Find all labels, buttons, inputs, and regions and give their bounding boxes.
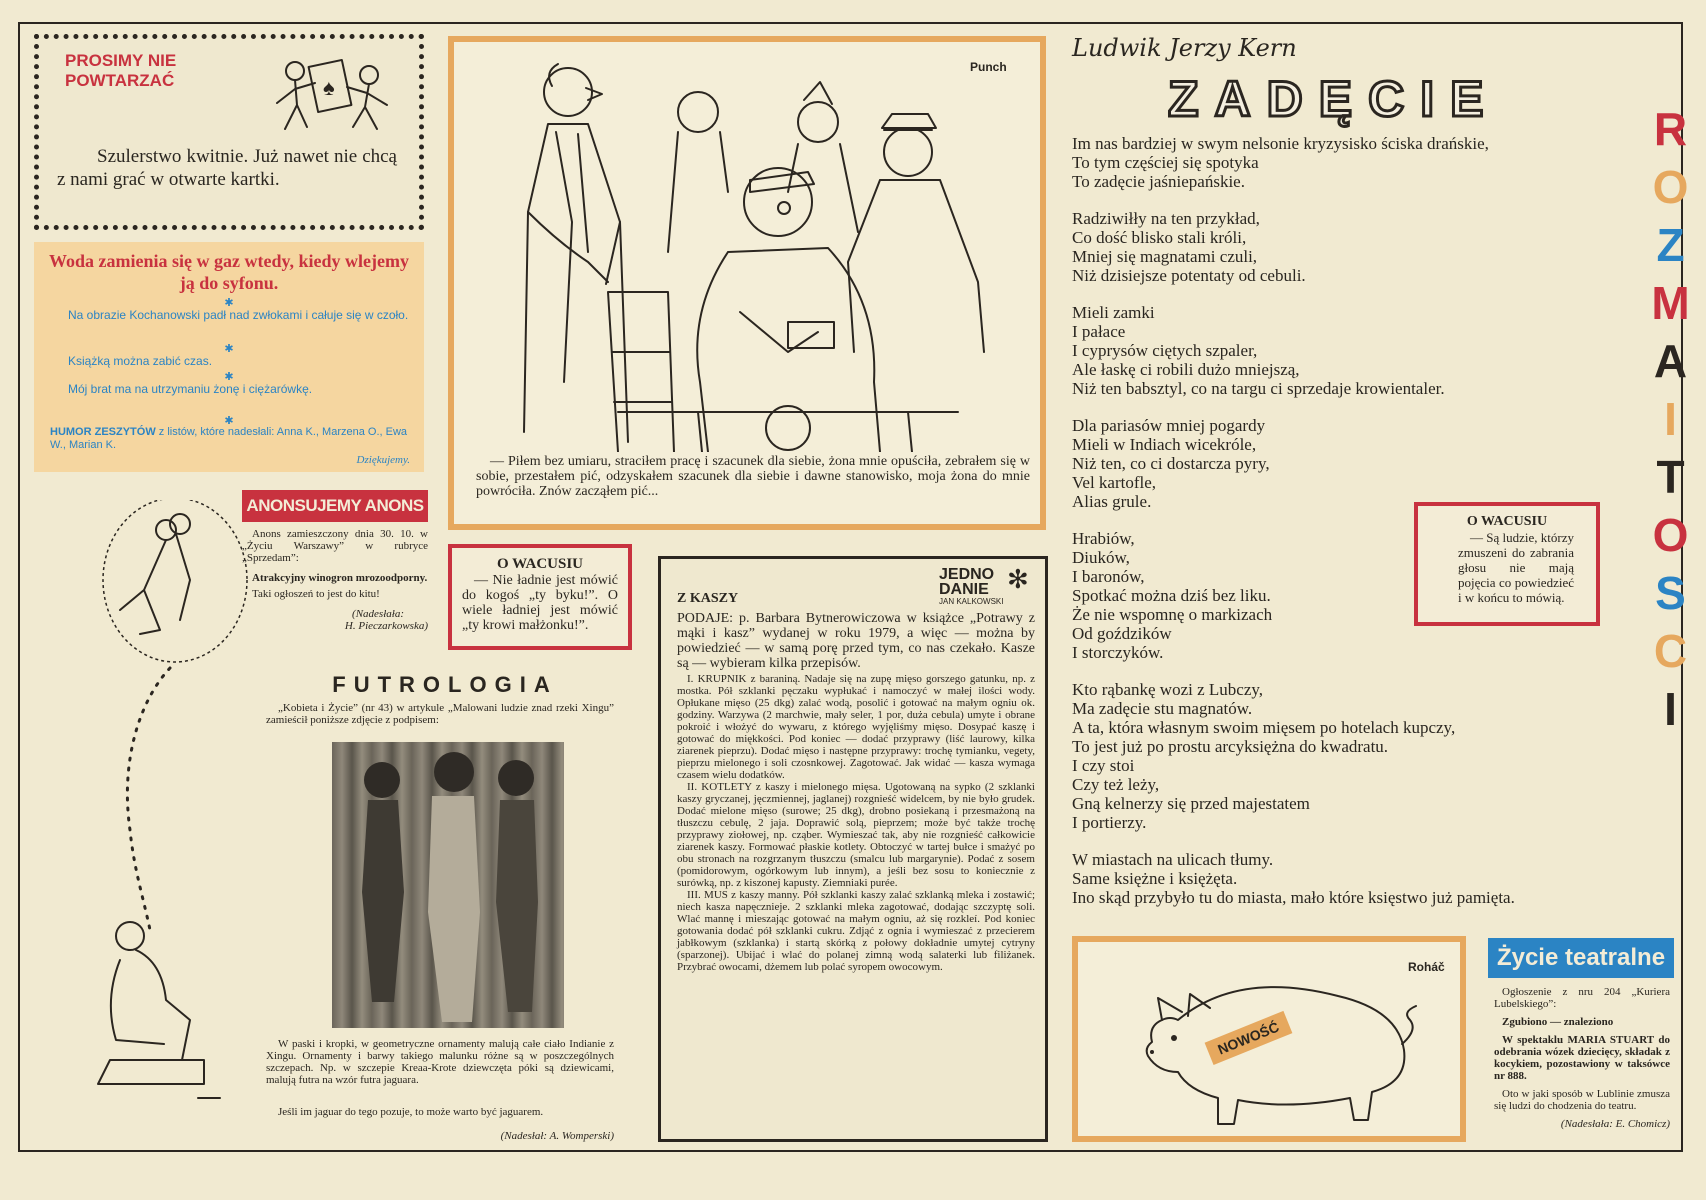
title-letter: S — [1655, 567, 1685, 619]
title-letter: A — [1653, 335, 1687, 387]
pig-illustration — [1118, 960, 1448, 1130]
poem-line: Gną kelnerzy się przed majestatem — [1072, 794, 1310, 813]
pig-box — [1072, 936, 1466, 1142]
kasza-recipe-3: III. MUS z kaszy manny. Pół szklanki kaszy zalać szklanką mleka i zostawić; niech kasza napęcznieje. 2 szklanki mleka zagotować, dodając szczyptę soli. Wlać mannę i mieszając gotować na małym ogniu, aż się rozkleí. Pod koniec gotowania dodać pół szklanki cukru. Zdjąć z ognia i wymieszać z przecierem jabłkowym (szklanka) i startą skórką z połowy dokładnie umytej cytryny (sparzonej). Ubijać i wlać do polanej zimną wodą salaterki lub filiżanek. Przybrać owocami, dżemem lub polać syropem owocowym. — [677, 889, 1035, 973]
poem-line: W miastach na ulicach tłumy. — [1072, 850, 1274, 869]
anonsujemy-sender-label: (Nadesłała: — [352, 608, 404, 620]
teatralne-body — [1494, 986, 1670, 1130]
kasza-title: Z KASZY — [677, 591, 739, 606]
wacusiu-right-text: — Są ludzie, którzy zmuszeni do zabrania głosu nie mają pojęcia co powiedzieć i w końcu to mówią. — [1458, 530, 1574, 605]
poem-title: ZADĘCIE — [1168, 71, 1500, 127]
kasza-badge — [939, 567, 1035, 617]
woda-star-4: ✱ — [224, 415, 234, 427]
poem-line: Czy też leży, — [1072, 775, 1160, 794]
poem-line: Od goździków — [1072, 624, 1172, 643]
title-letter: O — [1652, 509, 1688, 561]
futrologia-sender: (Nadesłał: A. Womperski) — [500, 1130, 614, 1142]
kasza-intro: PODAJE: p. Barbara Bytnerowiczowa w książce „Potrawy z mąki i kasz” wydanej w roku 1979, a więc — można by powiedzieć — w samą porę przed tym, co nas czekało. Kasze są — wybieram kilka przepisów. — [677, 611, 1035, 671]
wacusiu-left-text: — Nie ładnie jest mówić do kogoś „ty byku!”. O wiele ładniej jest mówić „ty krowi małżonku!”. — [462, 573, 618, 633]
anonsujemy-body — [242, 528, 428, 632]
poem-line: I czy stoi — [1072, 756, 1135, 775]
title-letter: R — [1653, 103, 1687, 155]
title-letter: T — [1656, 451, 1684, 503]
poem-line: Ale łaskę ci robili dużo mniejszą, — [1072, 360, 1300, 379]
cartoon-box — [448, 36, 1046, 530]
prosimy-title-line1: PROSIMY NIE — [65, 51, 177, 70]
poem-line: Ino skąd przybyło tu do miasta, mało które księstwo już pamięta. — [1072, 888, 1515, 907]
poem-line: I baronów, — [1072, 567, 1145, 586]
poem-line: I storczyków. — [1072, 643, 1164, 662]
wacusiu-left-box — [448, 544, 632, 650]
kasza-badge-line1: JEDNO — [939, 566, 995, 583]
anonsujemy-header: ANONSUJEMY ANONS — [242, 490, 428, 522]
pig-credit: Roháč — [1408, 960, 1445, 974]
woda-thanks: Dziękujemy. — [356, 454, 410, 466]
woda-star-2: ✱ — [224, 343, 234, 355]
poem-stanza-1 — [1072, 134, 1632, 191]
poem-line: Mniej się magnatami czuli, — [1072, 247, 1258, 266]
cartoon-drawing — [488, 52, 1008, 452]
kasza-recipe-2: II. KOTLETY z kaszy i mielonego mięsa. Ugotowaną na sypko (2 szklanki kaszy gryczanej, jęczmiennej, jaglanej) rozgnieść widelcem, by nie było grudek. Dodać mielone mięso (surowe; 25 dkg), drobno posiekaną i przesmażoną na tłuszczu cebulę, 2 jaja. Doprawić solą, pieprzem; może być także trochę przyprawy ziołowej, np. cząber. Wymieszać tak, aby nie rozgnieść całkowicie ziarenek kaszy. Formować płaskie kotlety. Obtoczyć w tartej bułce i smażyć po obu stronach na rozgrzanym tłuszczu (smalcu lub margarynie). Podać z sosem (pomidorowym, ogórkowym lub innym), a jeśli bez sosu to koniecznie z surówką, np. z kiszonej kapusty. Ziemniaki purée. — [677, 781, 1035, 889]
woda-humor-text: z listów, które nadesłali: Anna K., Marzena O., Ewa W., Marian K. — [50, 426, 408, 451]
poem-line: Vel kartofle, — [1072, 473, 1157, 492]
title-letter: C — [1653, 625, 1687, 677]
poem-line: Niż ten babsztyl, co na targu ci sprzedaje krowientaler. — [1072, 379, 1445, 398]
poem-line: Im nas bardziej w swym nelsonie kryzysisko ściska drańskie, — [1072, 134, 1489, 153]
futrologia-photo — [332, 742, 564, 1028]
futrologia-title: FUTROLOGIA — [332, 672, 558, 697]
svg-text:♠: ♠ — [323, 75, 335, 100]
woda-star-3: ✱ — [224, 371, 234, 383]
kasza-body — [677, 611, 1035, 973]
poem-line: Mieli zamki — [1072, 303, 1155, 322]
poem-line: Dla pariasów mniej pogardy — [1072, 416, 1266, 435]
teatralne-header: Życie teatralne — [1488, 938, 1674, 978]
poem-line: I cyprysów ciętych szpaler, — [1072, 341, 1258, 360]
prosimy-box — [34, 34, 424, 230]
poem-stanza-2 — [1072, 209, 1632, 285]
poem-line: Hrabiów, — [1072, 529, 1135, 548]
wacusiu-left-title: O WACUSIU — [497, 556, 583, 572]
poem-line: Niż ten, co ci dostarcza pyry, — [1072, 454, 1270, 473]
woda-headline: Woda zamienia się w gaz wtedy, kiedy wlejemy ją do syfonu. — [49, 251, 409, 293]
futrologia-intro: „Kobieta i Życie” (nr 43) w artykule „Malowani ludzie znad rzeki Xingu” zamieścił poniższe zdjęcie z podpisem: — [266, 702, 614, 726]
poem-line: A ta, która własnym swoim mięsem po hotelach kupczy, — [1072, 718, 1456, 737]
cartoon-caption: — Piłem bez umiaru, straciłem pracę i szacunek dla siebie, żona mnie opuściła, zebrałem się w sobie, przestałem pić, odzyskałem szacunek dla siebie i dawne stanowisko, moja żona do mnie powróciła. Znów zacząłem pić... — [476, 454, 1030, 499]
poem-line: Spotkać można dziś bez liku. — [1072, 586, 1271, 605]
prosimy-text: Szulerstwo kwitnie. Już nawet nie chcą z nami grać w otwarte kartki. — [57, 146, 397, 190]
poem-stanza-3 — [1072, 303, 1632, 398]
poem-line: Radziwiłły na ten przykład, — [1072, 209, 1260, 228]
futrologia-joke: Jeśli im jaguar do tego pozuje, to może warto być jaguarem. — [278, 1106, 544, 1118]
poem-stanza-7 — [1072, 850, 1632, 907]
poem-line: To zadęcie jaśniepańskie. — [1072, 172, 1245, 191]
anonsujemy-sender: H. Pieczarkowska) — [344, 620, 428, 632]
poem-line: Ma zadęcie stu magnatów. — [1072, 699, 1253, 718]
kasza-badge-line2: DANIE — [939, 581, 989, 598]
flower-icon: ✻ — [1007, 565, 1029, 594]
kasza-badge-author: JAN KALKOWSKI — [939, 597, 1004, 606]
woda-item-1: Na obrazie Kochanowski padł nad zwłokami i całuje się w czoło. — [68, 308, 409, 322]
title-letter: I — [1664, 393, 1676, 445]
cartoon-credit: Punch — [970, 60, 1007, 74]
woda-humor — [50, 426, 410, 452]
kasza-recipe-1: I. KRUPNIK z baraniną. Nadaje się na zupę mięso gorszego gatunku, np. z mostka. Pół szklanki pęczaku wypłukać i namoczyć w małej ilości wody. Opłukane mięso (25 dkg) zalać wodą, posolić i gotować na małym ogniu ok. godziny. Warzywa (2 marchwie, mały seler, 1 por, duża cebula) umyte i obrane pokroić i włożyć do wywaru, z którego wyjęliśmy mięso. Dosypać kaszę i gotować do miękkości. Pod koniec — dodać przyprawy (liść laurowy, kilka ziarenek pieprzu). Dodać mięso i następne przyprawy: trochę tymianku, vegety, pieprzu mielonego i soli czosnkowej. Zagotować. Jak widać — kasza wymaga czasem wielu dodatków. — [677, 673, 1035, 781]
pig-label: NOWOŚĆ — [1205, 1011, 1292, 1065]
woda-star-1: ✱ — [224, 297, 234, 309]
poem-line: Że nie wspomnę o markizach — [1072, 605, 1273, 624]
poem-stanza-4 — [1072, 416, 1632, 511]
poem-line: To jest już po prostu arcyksiężna do kwadratu. — [1072, 737, 1389, 756]
woda-item-2: Książką można zabić czas. — [68, 354, 213, 368]
wacusiu-right-box — [1414, 502, 1600, 626]
poem-stanza-6 — [1072, 680, 1632, 832]
anonsujemy-quote: Atrakcyjny winogron mrozoodporny. — [252, 572, 428, 584]
teatralne-joke: Oto w jaki sposób w Lublinie zmusza się ludzi do chodzenia do teatru. — [1494, 1088, 1670, 1112]
poem-line: I portierzy. — [1072, 813, 1147, 832]
poem-author: Ludwik Jerzy Kern — [1072, 34, 1297, 62]
title-letter: M — [1651, 277, 1689, 329]
poem-line: To tym częściej się spotyka — [1072, 153, 1259, 172]
wacusiu-right-title: O WACUSIU — [1466, 514, 1548, 529]
poem-line: Same księżne i księżęta. — [1072, 869, 1238, 888]
poem-line: Mieli w Indiach wicekróle, — [1072, 435, 1257, 454]
card-players-illustration — [267, 53, 397, 135]
poem-line: Kto rąbankę wozi z Lubczy, — [1072, 680, 1264, 699]
title-letter: Z — [1656, 219, 1684, 271]
teatralne-intro: Ogłoszenie z nru 204 „Kuriera Lubelskiego”: — [1494, 986, 1670, 1010]
vertical-section-title — [1638, 100, 1702, 738]
anonsujemy-intro: Anons zamieszczony dnia 30. 10. w „Życiu Warszawy” w rubryce „Sprzedam”: — [242, 528, 428, 564]
anonsujemy-comment: Taki ogłoszeń to jest do kitu! — [252, 588, 380, 600]
poem-line: Alias grule. — [1072, 492, 1152, 511]
woda-item-3: Mój brat ma na utrzymaniu żonę i ciężarówkę. — [68, 382, 313, 396]
poem-line: Niż dzisiejsze potentaty od cebuli. — [1072, 266, 1306, 285]
woda-box — [34, 242, 424, 472]
teatralne-text: W spektaklu MARIA STUART do odebrania wózek dziecięcy, składak z kocykiem, pozostawiony w taksówce nr 888. — [1494, 1034, 1670, 1082]
prosimy-title-line2: POWTARZAĆ — [65, 71, 175, 90]
teatralne-found: Zgubiono — znaleziono — [1502, 1016, 1614, 1028]
poem-line: Diuków, — [1072, 548, 1130, 567]
woda-humor-label: HUMOR ZESZYTÓW — [50, 426, 156, 438]
kiss-thinker-illustration — [80, 500, 250, 1100]
poem-line: I pałace — [1072, 322, 1126, 341]
futrologia-caption: W paski i kropki, w geometryczne ornamenty malują całe ciało Indianie z Xingu. Ornamenty i barwy takiego malunku różne są w poszczególnych szczepach. Np. w szczepie Kreaa-Krote dziewczęta póki są dziewicami, malują futra na wzór futra jaguara. — [266, 1038, 614, 1086]
title-letter: I — [1664, 683, 1676, 735]
title-letter: O — [1652, 161, 1688, 213]
poem-line: Co dość blisko stali króli, — [1072, 228, 1247, 247]
kasza-box — [658, 556, 1048, 1142]
teatralne-sender: (Nadesłała: E. Chomicz) — [1560, 1118, 1670, 1130]
